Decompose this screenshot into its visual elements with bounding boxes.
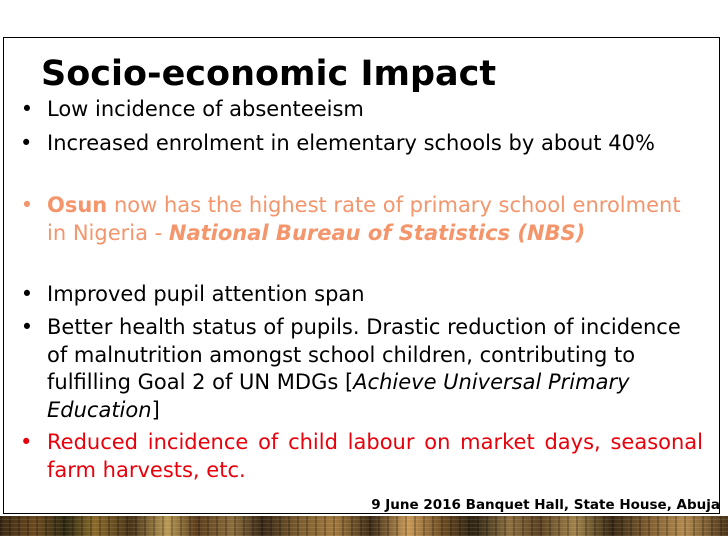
slide-title: Socio-economic Impact <box>41 54 497 94</box>
bullet-text: Better health status of pupils. Drastic reduction of incidence of malnutrition amongst school children, contributing to fulfilling Goal 2 of UN MDGs [ <box>47 315 681 394</box>
bullet-dot-icon: • <box>20 430 33 454</box>
bullet-dot-icon: • <box>20 193 34 217</box>
bullet-health-status <box>20 314 703 424</box>
mdg-goal: Achieve Universal Primary Education <box>47 370 630 422</box>
nbs-source: National Bureau of Statistics (NBS) <box>168 220 586 245</box>
bullet-attention-span <box>20 281 703 309</box>
bullet-dot-icon: • <box>20 282 34 306</box>
bullet-text-end: ] <box>151 397 160 422</box>
slide-footer: 9 June 2016 Banquet Hall, State House, Abuja <box>371 497 720 513</box>
bullet-child-labour <box>20 429 703 484</box>
decorative-fabric-strip <box>0 516 728 536</box>
bullet-text: Low incidence of absenteeism <box>47 97 364 121</box>
bullet-text: now has the highest rate of primary school enrolment in Nigeria - <box>47 193 681 245</box>
bullet-osun-enrolment <box>20 192 703 247</box>
bullet-dot-icon: • <box>20 315 34 339</box>
bullet-enrolment <box>20 130 703 158</box>
bullet-dot-icon: • <box>20 97 34 121</box>
bullet-text: Improved pupil attention span <box>47 282 365 306</box>
bullet-text: Reduced incidence of child labour on market days, seasonal farm harvests, etc. <box>47 430 703 482</box>
bullet-dot-icon: • <box>20 131 33 155</box>
bullet-text: Increased enrolment in elementary schools by about 40% <box>47 131 655 155</box>
bullet-absenteeism <box>20 96 703 124</box>
osun-label: Osun <box>47 193 108 217</box>
